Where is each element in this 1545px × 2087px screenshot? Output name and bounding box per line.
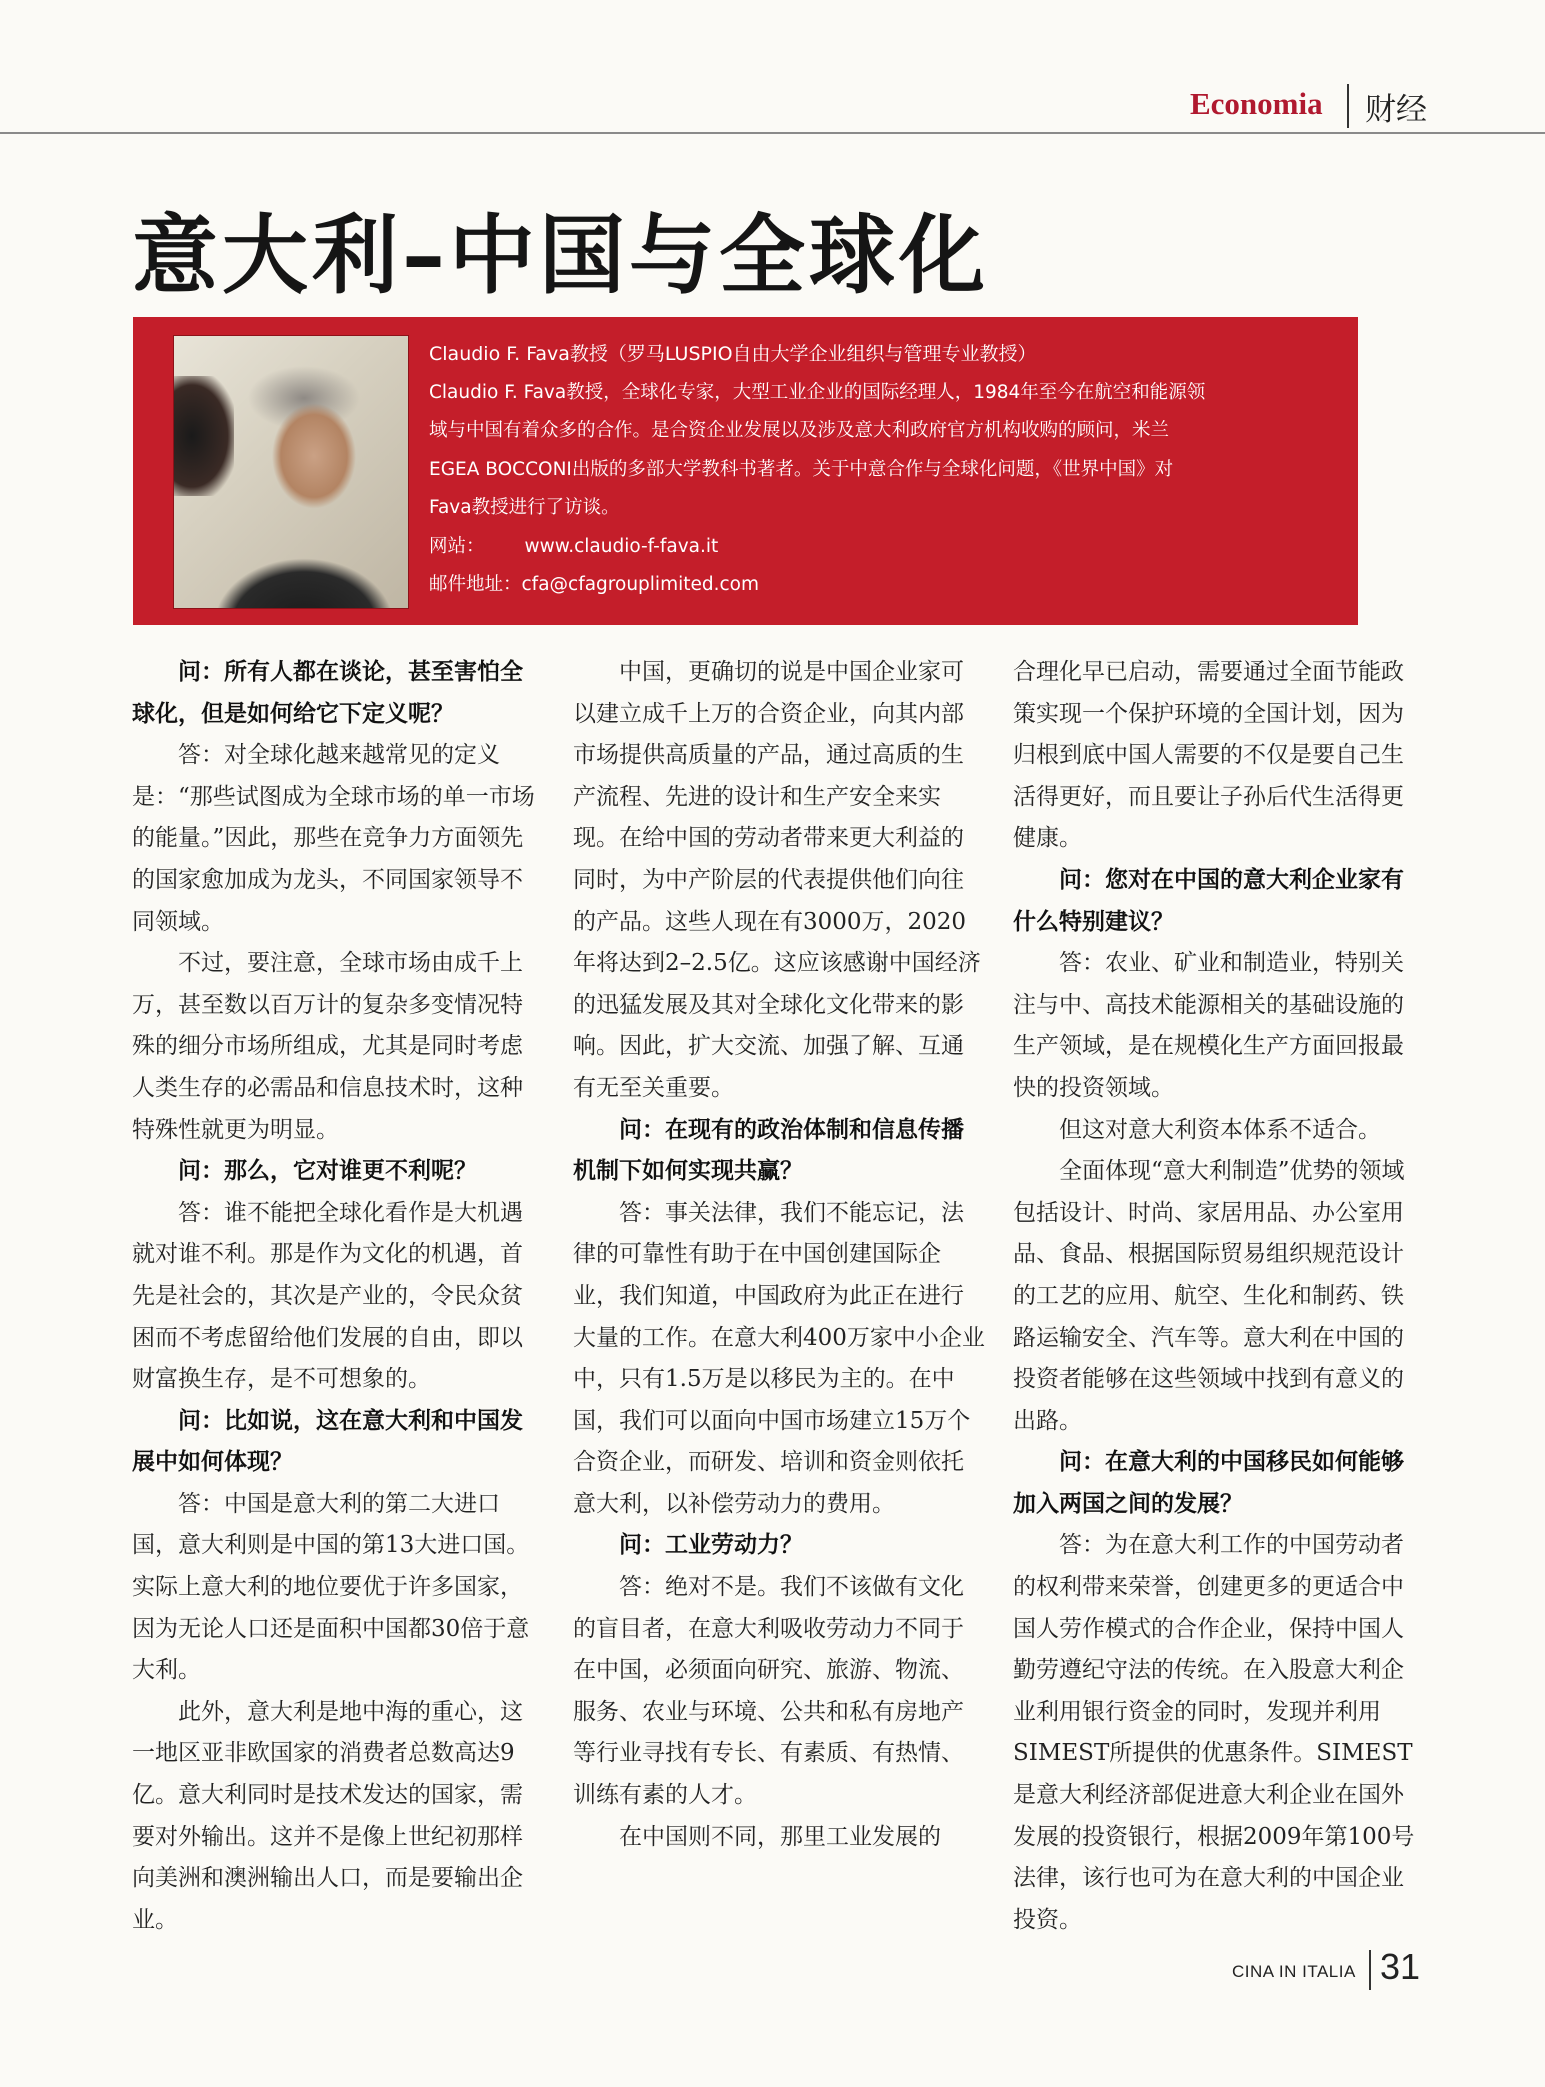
answer: 不过，要注意，全球市场由成千上万，甚至数以百万计的复杂多变情况特殊的细分市场所组成，尤其是同时考虑人类生存的必需品和信息技术时，这种特殊性就更为明显。: [132, 950, 523, 1143]
bio-line: Claudio F. Fava教授，全球化专家，大型工业企业的国际经理人，1984年至今在航空和能源领: [429, 381, 1206, 403]
question: 问：那么，它对谁更不利呢？: [178, 1158, 477, 1185]
website-link[interactable]: www.claudio-f-fava.it: [524, 535, 719, 557]
question: 问：工业劳动力？: [619, 1532, 803, 1559]
question: 问：在现有的政治体制和信息传播机制下如何实现共赢？: [573, 1116, 964, 1185]
bio-name-line: Claudio F. Fava教授（罗马LUSPIO自由大学企业组织与管理专业教授）: [429, 343, 1037, 365]
section-divider: [1347, 84, 1349, 128]
bio-website-row: [429, 528, 1329, 567]
answer: 全面体现“意大利制造”优势的领域包括设计、时尚、家居用品、办公室用品、食品、根据国际贸易组织规范设计的工艺的应用、航空、生化和制药、铁路运输安全、汽车等。意大利在中国的投资者能够在这些领域中找到有意义的出路。: [1013, 1158, 1405, 1434]
question: 问：比如说，这在意大利和中国发展中如何体现？: [132, 1407, 523, 1476]
question: 问：所有人都在谈论，甚至害怕全球化，但是如何给它下定义呢？: [132, 659, 523, 727]
answer: 答：绝对不是。我们不该做有文化的盲目者，在意大利吸收劳动力不同于在中国，必须面向研究、旅游、物流、服务、农业与环境、公共和私有房地产等行业寻找有专长、有素质、有热情、训练有素的人才。: [573, 1574, 964, 1809]
email-link[interactable]: cfa@cfagrouplimited.com: [521, 574, 759, 595]
bio-text: [429, 335, 1329, 605]
article-column-3: [1013, 652, 1425, 1941]
answer: 但这对意大利资本体系不适合。: [1059, 1116, 1381, 1143]
header-rule: [0, 132, 1545, 134]
page-number: 31: [1380, 1946, 1421, 1987]
section-label-chinese: 财经: [1365, 92, 1427, 128]
answer: 答：事关法律，我们不能忘记，法律的可靠性有助于在中国创建国际企业，我们知道，中国政府为此正在进行大量的工作。在意大利400万家中小企业中，只有1.5万是以移民为主的。在中国，我们可以面向中国市场建立15万个合资企业，而研发、培训和资金则依托意大利，以补偿劳动力的费用。: [573, 1199, 985, 1517]
section-label-italian: Economia: [1190, 86, 1323, 121]
bio-line: EGEA BOCCONI出版的多部大学教科书著者。关于中意合作与全球化问题，《世界中国》对: [429, 458, 1174, 480]
answer: 在中国则不同，那里工业发展的: [619, 1823, 941, 1850]
answer: 中国，更确切的说是中国企业家可以建立成千上万的合资企业，向其内部市场提供高质量的产品，通过高质的生产流程、先进的设计和生产安全来实现。在给中国的劳动者带来更大利益的同时，为中产阶层的代表提供他们向往的产品。这些人现在有3000万，2020年将达到2–2.5亿。这应该感谢中国经济的迅猛发展及其对全球化文化带来的影响。因此，扩大交流、加强了解、互通有无至关重要。: [573, 659, 981, 1101]
website-label: 网站：: [429, 535, 485, 557]
question: 问：在意大利的中国移民如何能够加入两国之间的发展？: [1013, 1449, 1404, 1517]
footer-divider: [1369, 1950, 1371, 1990]
bio-email-row: [429, 566, 1329, 605]
answer: 答：谁不能把全球化看作是大机遇就对谁不利。那是作为文化的机遇，首先是社会的，其次是产业的，令民众贫困而不考虑留给他们发展的自由，即以财富换生存，是不可想象的。: [132, 1199, 523, 1393]
question: 问：您对在中国的意大利企业家有什么特别建议？: [1013, 866, 1404, 935]
bio-line: Fava教授进行了访谈。: [429, 497, 620, 518]
answer: 答：对全球化越来越常见的定义是：“那些试图成为全球市场的单一市场的能量。”因此，那些在竞争力方面领先的国家愈加成为龙头，不同国家领导不同领域。: [132, 742, 535, 935]
footer-magazine-name: CINA IN ITALIA: [1232, 1962, 1356, 1981]
author-bio-box: [133, 317, 1358, 625]
answer: 答：农业、矿业和制造业，特别关注与中、高技术能源相关的基础设施的生产领域，是在规模化生产方面回报最快的投资领域。: [1013, 950, 1404, 1101]
article-column-1: [132, 652, 544, 1941]
answer: 此外，意大利是地中海的重心，这一地区亚非欧国家的消费者总数高达9亿。意大利同时是技术发达的国家，需要对外输出。这并不是像上世纪初那样向美洲和澳洲输出人口，而是要输出企业。: [132, 1698, 523, 1933]
author-photo: [173, 335, 409, 609]
answer: 答：中国是意大利的第二大进口国，意大利则是中国的第13大进口国。实际上意大利的地位要优于许多国家，因为无论人口还是面积中国都30倍于意大利。: [132, 1490, 530, 1684]
article-title: 意大利–中国与全球化: [132, 206, 989, 306]
answer: 答：为在意大利工作的中国劳动者的权利带来荣誉，创建更多的更适合中国人劳作模式的合作企业，保持中国人勤劳遵纪守法的传统。在入股意大利企业利用银行资金的同时，发现并利用SIMEST所提供的优惠条件。SIMEST是意大利经济部促进意大利企业在国外发展的投资银行，根据2009年第100号法律，该行也可为在意大利的中国企业投资。: [1013, 1532, 1415, 1933]
article-column-2: [573, 652, 985, 1858]
answer: 合理化早已启动，需要通过全面节能政策实现一个保护环境的全国计划，因为归根到底中国人需要的不仅是要自己生活得更好，而且要让子孙后代生活得更健康。: [1013, 659, 1404, 852]
bio-line: 域与中国有着众多的合作。是合资企业发展以及涉及意大利政府官方机构收购的顾问，米兰: [429, 420, 1170, 441]
email-label: 邮件地址：: [429, 574, 522, 595]
